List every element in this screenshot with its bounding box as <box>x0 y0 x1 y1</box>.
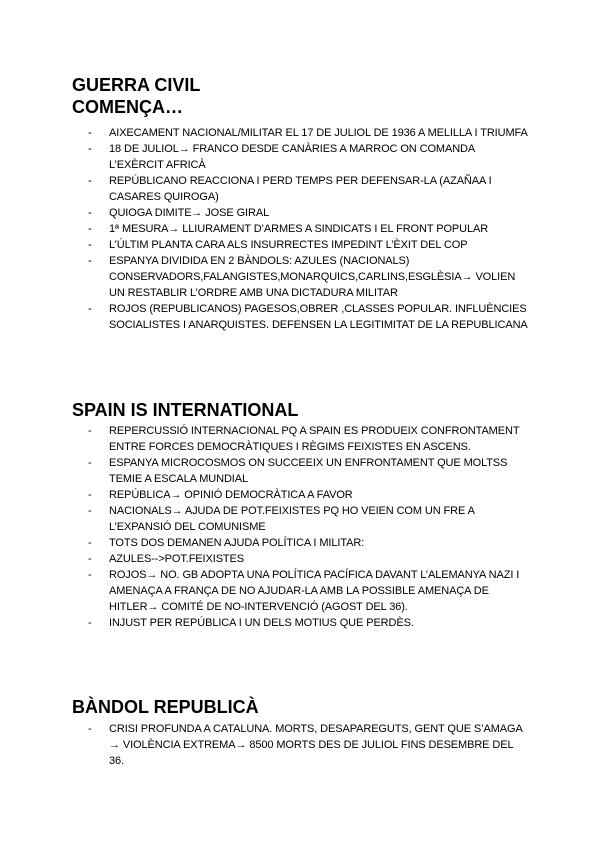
list-item-text: REPÚBLICANO REACCIONA I PERD TEMPS PER DEFENSAR-LA (AZAÑAA I CASARES QUIROGA) <box>109 175 492 203</box>
list-item <box>88 125 528 141</box>
list-item-text: ROJOS→ NO. GB ADOPTA UNA POLÍTICA PACÍFICA DAVANT L’ALEMANYA NAZI I AMENAÇA A FRANÇA DE NO AJUDAR-LA AMB LA POSSIBLE AMENAÇA DE HITLER→ COMITÉ DE NO-INTERVENCIÓ (AGOST DEL 36). <box>109 569 520 613</box>
bullet-dash: - <box>88 457 92 469</box>
list-item <box>88 221 528 237</box>
list-item-text: TOTS DOS DEMANEN AJUDA POLÍTICA I MILITAR: <box>109 537 365 549</box>
section-2-heading: SPAIN IS INTERNATIONAL <box>72 400 299 420</box>
section-1-list <box>88 125 528 333</box>
list-item <box>88 615 528 631</box>
list-item-text: AIXECAMENT NACIONAL/MILITAR EL 17 DE JULIOL DE 1936 A MELILLA I TRIUMFA <box>109 127 528 139</box>
bullet-dash: - <box>88 239 92 251</box>
bullet-dash: - <box>88 489 92 501</box>
title-line-2: COMENÇA… <box>72 97 183 117</box>
bullet-dash: - <box>88 175 92 187</box>
bullet-dash: - <box>88 505 92 517</box>
bullet-dash: - <box>88 143 92 155</box>
list-item <box>88 567 528 615</box>
list-item-text: ROJOS (REPUBLICANOS) PAGESOS,OBRER ,CLASSES POPULAR. INFLUÈNCIES SOCIALISTES I ANARQUISTES. DEFENSEN LA LEGITIMITAT DE LA REPUBLICANA <box>109 303 528 331</box>
bullet-dash: - <box>88 255 92 267</box>
list-item-text: QUIOGA DIMITE→ JOSE GIRAL <box>109 207 270 219</box>
list-item-text: AZULES-->POT.FEIXISTES <box>109 553 245 565</box>
list-item <box>88 301 528 333</box>
list-item-text: CRISI PROFUNDA A CATALUNA. MORTS, DESAPAREGUTS, GENT QUE S’AMAGA → VIOLÈNCIA EXTREMA→ 8500 MORTS DES DE JULIOL FINS DESEMBRE DEL 36. <box>109 723 523 767</box>
list-item <box>88 487 528 503</box>
list-item <box>88 721 528 769</box>
list-item-text: NACIONALS→ AJUDA DE POT.FEIXISTES PQ HO VEIEN COM UN FRE A L’EXPANSIÓ DEL COMUNISME <box>109 505 475 533</box>
list-item-text: 18 DE JULIOL→ FRANCO DESDE CANÀRIES A MARROC ON COMANDA L’EXÈRCIT AFRICÀ <box>109 143 475 171</box>
list-item <box>88 503 528 535</box>
list-item <box>88 141 528 173</box>
list-item <box>88 205 528 221</box>
list-item-text: ESPANYA DIVIDIDA EN 2 BÀNDOLS: AZULES (NACIONALS) CONSERVADORS,FALANGISTES,MONARQUICS,CARLINS,ESGLÈSIA→ VOLIEN UN RESTABLIR L’ORDRE AMB UNA DICTADURA MILITAR <box>109 255 516 299</box>
list-item <box>88 455 528 487</box>
section-2-list <box>88 423 528 631</box>
list-item <box>88 173 528 205</box>
title-line-1: GUERRA CIVIL <box>72 75 201 95</box>
list-item-text: ESPANYA MICROCOSMOS ON SUCCEEIX UN ENFRONTAMENT QUE MOLTSS TEMIE A ESCALA MUNDIAL <box>109 457 508 485</box>
list-item-text: REPÚBLICA→ OPINIÓ DEMOCRÀTICA A FAVOR <box>109 489 353 501</box>
list-item-text: REPERCUSSIÓ INTERNACIONAL PQ A SPAIN ES PRODUEIX CONFRONTAMENT ENTRE FORCES DEMOCRÀTIQUES I RÈGIMS FEIXISTES EN ASCENS. <box>109 425 520 453</box>
list-item-text: INJUST PER REPÚBLICA I UN DELS MOTIUS QUE PERDÈS. <box>109 617 414 629</box>
bullet-dash: - <box>88 723 92 735</box>
bullet-dash: - <box>88 617 92 629</box>
bullet-dash: - <box>88 553 92 565</box>
section-3-list <box>88 721 528 769</box>
bullet-dash: - <box>88 537 92 549</box>
list-item <box>88 253 528 301</box>
list-item <box>88 237 528 253</box>
bullet-dash: - <box>88 303 92 315</box>
list-item-text: 1ª MESURA→ LLIURAMENT D’ARMES A SINDICATS I EL FRONT POPULAR <box>109 223 489 235</box>
list-item <box>88 551 528 567</box>
list-item <box>88 423 528 455</box>
section-3-heading: BÀNDOL REPUBLICÀ <box>72 697 259 717</box>
bullet-dash: - <box>88 425 92 437</box>
bullet-dash: - <box>88 223 92 235</box>
list-item <box>88 535 528 551</box>
bullet-dash: - <box>88 127 92 139</box>
bullet-dash: - <box>88 207 92 219</box>
bullet-dash: - <box>88 569 92 581</box>
list-item-text: L’ÚLTIM PLANTA CARA ALS INSURRECTES IMPEDINT L’ÈXIT DEL COP <box>109 239 468 251</box>
